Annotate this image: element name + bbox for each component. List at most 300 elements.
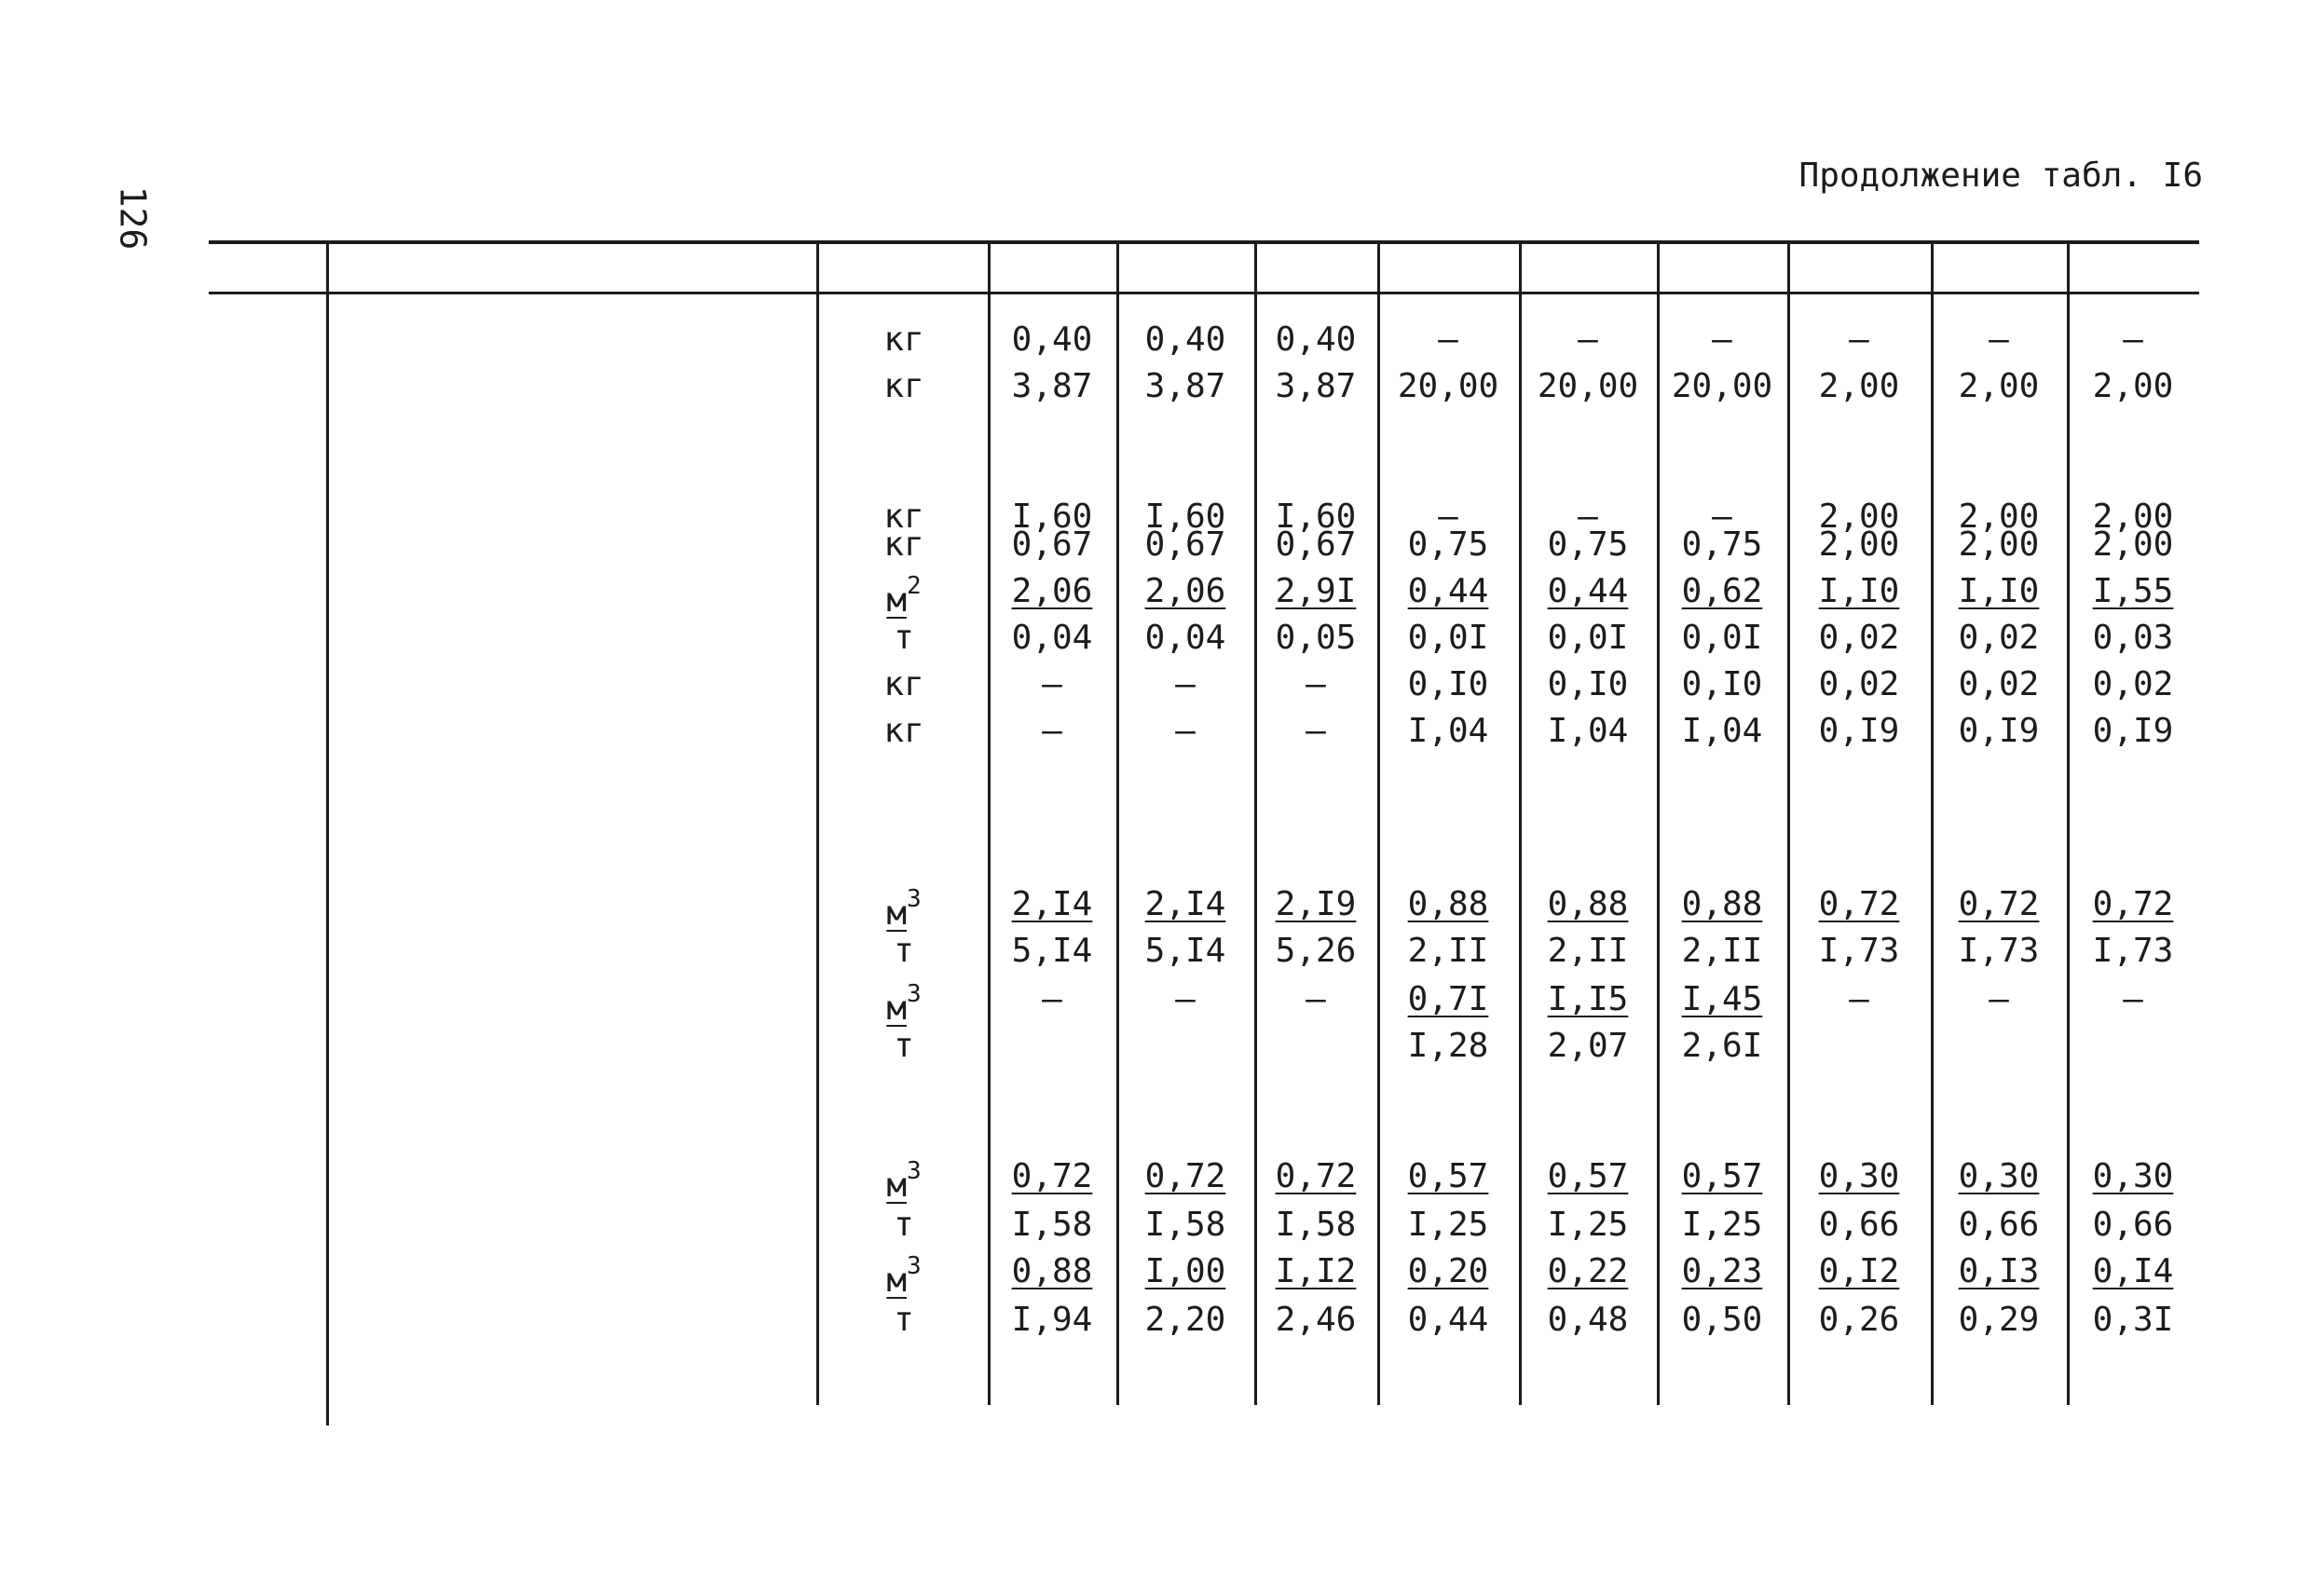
value-text: 0,40 (1011, 321, 1093, 359)
value-text: – (1306, 665, 1326, 703)
value-cell (2067, 1254, 2199, 1289)
value-text: 0,88 (1407, 885, 1489, 923)
value-text: 2,00 (1958, 498, 2040, 536)
value-cell (1254, 667, 1377, 703)
value-text: I,I5 (1547, 980, 1629, 1018)
value-cell (1377, 1254, 1519, 1289)
value-cell (2067, 527, 2199, 563)
value-text: 0,30 (2092, 1157, 2174, 1195)
value-cell (1931, 887, 2067, 922)
value-cell (1787, 1254, 1931, 1289)
value-text: I,73 (1818, 932, 1900, 970)
value-text: 0,I2 (1818, 1252, 1900, 1290)
row-unit (857, 887, 950, 932)
value-text: – (1989, 321, 2009, 359)
value-text: 0,72 (1275, 1157, 1357, 1195)
value-cell (1254, 574, 1377, 609)
value-cell (1254, 982, 1377, 1017)
value-cell (1787, 667, 1931, 703)
unit-text: кг (883, 712, 924, 750)
value-text: 0,75 (1407, 525, 1489, 564)
row-unit (857, 1159, 950, 1204)
value-text: 2,00 (1818, 367, 1900, 405)
value-text: 0,40 (1144, 321, 1226, 359)
column-rule (816, 244, 819, 1405)
value-cell (2067, 982, 2199, 1017)
value-text: 0,40 (1275, 321, 1357, 359)
value-text: 2,00 (1818, 525, 1900, 564)
value-text: I,I0 (1818, 572, 1900, 610)
value-cell (1787, 1303, 1931, 1338)
value-cell (1657, 527, 1787, 563)
value-cell (1931, 369, 2067, 404)
value-text: 0,50 (1681, 1301, 1763, 1339)
page-number: 126 (112, 185, 154, 251)
value-cell (1787, 1207, 1931, 1243)
value-cell (1519, 887, 1657, 922)
value-text: I,00 (1144, 1252, 1226, 1290)
value-text: 0,02 (2092, 665, 2174, 703)
value-cell (1519, 714, 1657, 749)
value-text: 0,88 (1547, 885, 1629, 923)
value-cell (1519, 369, 1657, 404)
value-cell (1931, 667, 2067, 703)
value-cell (988, 1159, 1116, 1194)
value-text: – (1175, 980, 1196, 1018)
value-text: 0,88 (1011, 1252, 1093, 1290)
value-text: 0,66 (1958, 1206, 2040, 1244)
value-text: I,04 (1547, 712, 1629, 750)
value-text: 0,72 (1818, 885, 1900, 923)
value-cell (1377, 714, 1519, 749)
value-text: 0,72 (2092, 885, 2174, 923)
row-unit (857, 982, 950, 1027)
value-cell (1519, 527, 1657, 563)
value-cell (988, 1254, 1116, 1289)
value-text: – (1849, 321, 1869, 359)
value-text: 0,66 (2092, 1206, 2174, 1244)
value-text: I,28 (1407, 1027, 1489, 1065)
value-cell (1377, 1159, 1519, 1194)
value-text: – (1306, 980, 1326, 1018)
value-cell (1254, 322, 1377, 358)
value-cell (1254, 369, 1377, 404)
value-text: – (2123, 980, 2143, 1018)
unit-text: м (886, 581, 908, 620)
value-text: 20,00 (1537, 367, 1639, 405)
value-cell (1657, 1159, 1787, 1194)
value-text: 5,I4 (1144, 932, 1226, 970)
value-cell (1116, 887, 1254, 922)
value-text: 0,72 (1144, 1157, 1226, 1195)
value-text: I,25 (1681, 1206, 1763, 1244)
row-unit (857, 621, 950, 656)
unit-text: м (886, 894, 908, 933)
value-cell (1931, 574, 2067, 609)
value-text: 0,67 (1011, 525, 1093, 564)
row-unit (857, 1207, 950, 1243)
value-text: 0,0I (1407, 619, 1489, 657)
value-cell (1377, 982, 1519, 1017)
value-cell (1787, 887, 1931, 922)
value-text: I,73 (1958, 932, 2040, 970)
value-text: 2,I4 (1011, 885, 1093, 923)
unit-text: т (894, 1206, 914, 1244)
value-text: 0,67 (1275, 525, 1357, 564)
value-text: I,I0 (1958, 572, 2040, 610)
value-text: 0,3I (2092, 1301, 2174, 1339)
value-text: 2,06 (1011, 572, 1093, 610)
value-cell (1377, 369, 1519, 404)
value-text: – (1578, 321, 1598, 359)
value-text: I,60 (1275, 498, 1357, 536)
value-cell (1787, 982, 1931, 1017)
value-text: 0,I9 (1958, 712, 2040, 750)
value-cell (1931, 322, 2067, 358)
value-cell (1116, 982, 1254, 1017)
value-cell (1254, 1254, 1377, 1289)
unit-text: м (886, 1166, 908, 1205)
value-cell (1931, 714, 2067, 749)
value-cell (1931, 1207, 2067, 1243)
value-cell (1931, 621, 2067, 656)
value-cell (988, 982, 1116, 1017)
value-text: 0,48 (1547, 1301, 1629, 1339)
value-text: 0,44 (1547, 572, 1629, 610)
value-cell (1931, 1303, 2067, 1338)
value-text: 0,29 (1958, 1301, 2040, 1339)
value-text: – (1042, 980, 1062, 1018)
value-text: 3,87 (1011, 367, 1093, 405)
value-cell (1657, 887, 1787, 922)
value-cell (988, 322, 1116, 358)
value-text: 0,44 (1407, 572, 1489, 610)
value-cell (1657, 934, 1787, 969)
value-cell (988, 667, 1116, 703)
value-text: – (1175, 712, 1196, 750)
value-text: I,04 (1681, 712, 1763, 750)
value-cell (1116, 1303, 1254, 1338)
value-text: I,25 (1407, 1206, 1489, 1244)
value-text: 2,II (1407, 932, 1489, 970)
value-text: – (1438, 321, 1458, 359)
value-cell (1657, 574, 1787, 609)
value-text: 0,I4 (2092, 1252, 2174, 1290)
value-cell (2067, 1207, 2199, 1243)
value-text: 0,57 (1547, 1157, 1629, 1195)
value-cell (1519, 934, 1657, 969)
value-text: 5,26 (1275, 932, 1357, 970)
value-cell (1519, 1159, 1657, 1194)
unit-text: м (886, 989, 908, 1028)
value-cell (1519, 1029, 1657, 1064)
value-text: 2,06 (1144, 572, 1226, 610)
value-cell (1657, 322, 1787, 358)
value-cell (1116, 1207, 1254, 1243)
value-cell (1657, 369, 1787, 404)
value-cell (1377, 1207, 1519, 1243)
value-text: I,60 (1144, 498, 1226, 536)
value-text: 5,I4 (1011, 932, 1093, 970)
value-text: I,58 (1275, 1206, 1357, 1244)
value-cell (1519, 1303, 1657, 1338)
value-cell (1254, 1303, 1377, 1338)
value-cell (1377, 1029, 1519, 1064)
value-text: 0,22 (1547, 1252, 1629, 1290)
row-unit (857, 1029, 950, 1064)
value-cell (2067, 621, 2199, 656)
value-cell (988, 934, 1116, 969)
value-text: 0,02 (1818, 665, 1900, 703)
row-unit (857, 934, 950, 969)
value-text: – (1175, 665, 1196, 703)
value-cell (2067, 1159, 2199, 1194)
value-text: 2,00 (1958, 367, 2040, 405)
value-cell (1519, 621, 1657, 656)
unit-exponent: 3 (907, 1252, 922, 1280)
value-text: – (1042, 712, 1062, 750)
value-cell (988, 1303, 1116, 1338)
value-cell (2067, 714, 2199, 749)
value-cell (1116, 714, 1254, 749)
value-cell (1787, 934, 1931, 969)
value-text: 0,I3 (1958, 1252, 2040, 1290)
unit-exponent: 3 (907, 885, 922, 913)
unit-text: т (894, 1027, 914, 1065)
unit-exponent: 3 (907, 1157, 922, 1185)
value-cell (1657, 1207, 1787, 1243)
value-text: 0,30 (1818, 1157, 1900, 1195)
value-text: – (2123, 321, 2143, 359)
value-cell (1377, 667, 1519, 703)
value-cell (1931, 1254, 2067, 1289)
value-text: I,04 (1407, 712, 1489, 750)
value-text: 0,23 (1681, 1252, 1763, 1290)
unit-text: т (894, 1301, 914, 1339)
value-cell (988, 369, 1116, 404)
value-text: – (1989, 980, 2009, 1018)
value-cell (1377, 527, 1519, 563)
value-cell (1787, 369, 1931, 404)
value-cell (1116, 621, 1254, 656)
value-cell (1657, 621, 1787, 656)
value-text: 20,00 (1397, 367, 1499, 405)
value-cell (1519, 322, 1657, 358)
value-cell (1116, 574, 1254, 609)
value-text: 2,II (1547, 932, 1629, 970)
table-top-rule (209, 240, 2199, 244)
value-text: 2,00 (1818, 498, 1900, 536)
value-text: I,55 (2092, 572, 2174, 610)
unit-text: т (894, 619, 914, 657)
value-cell (1787, 621, 1931, 656)
value-cell (1787, 527, 1931, 563)
value-cell (1657, 1303, 1787, 1338)
value-cell (988, 1207, 1116, 1243)
value-cell (1254, 527, 1377, 563)
value-cell (1657, 714, 1787, 749)
value-cell (988, 527, 1116, 563)
value-cell (988, 574, 1116, 609)
value-text: 2,00 (1958, 525, 2040, 564)
row-unit (857, 667, 950, 703)
value-text: 0,72 (1958, 885, 2040, 923)
value-text: 0,I0 (1547, 665, 1629, 703)
value-text: I,58 (1144, 1206, 1226, 1244)
value-text: 2,9I (1275, 572, 1357, 610)
value-text: I,60 (1011, 498, 1093, 536)
value-cell (2067, 667, 2199, 703)
value-cell (1377, 887, 1519, 922)
value-text: – (1042, 665, 1062, 703)
value-text: 2,00 (2092, 498, 2174, 536)
value-text: 0,05 (1275, 619, 1357, 657)
value-text: 2,20 (1144, 1301, 1226, 1339)
value-cell (1116, 369, 1254, 404)
value-text: I,45 (1681, 980, 1763, 1018)
value-cell (1116, 527, 1254, 563)
value-text: I,25 (1547, 1206, 1629, 1244)
unit-text: кг (883, 525, 924, 564)
value-text: 0,04 (1144, 619, 1226, 657)
value-cell (1657, 667, 1787, 703)
value-text: 2,6I (1681, 1027, 1763, 1065)
value-text: 0,I0 (1681, 665, 1763, 703)
value-text: 0,02 (1818, 619, 1900, 657)
value-text: 0,57 (1407, 1157, 1489, 1195)
value-text: – (1712, 321, 1732, 359)
value-text: – (1306, 712, 1326, 750)
value-text: 0,20 (1407, 1252, 1489, 1290)
value-cell (1254, 1159, 1377, 1194)
value-cell (1931, 527, 2067, 563)
value-cell (1377, 322, 1519, 358)
value-cell (1931, 982, 2067, 1017)
value-text: 0,02 (1958, 665, 2040, 703)
value-text: I,I2 (1275, 1252, 1357, 1290)
value-text: 0,0I (1681, 619, 1763, 657)
value-text: 0,75 (1547, 525, 1629, 564)
value-cell (2067, 887, 2199, 922)
value-cell (1116, 667, 1254, 703)
value-text: 20,00 (1671, 367, 1773, 405)
table-caption: Продолжение табл. I6 (1798, 157, 2203, 195)
value-cell (988, 887, 1116, 922)
value-text: I,94 (1011, 1301, 1093, 1339)
unit-text: кг (883, 321, 924, 359)
value-text: 0,66 (1818, 1206, 1900, 1244)
value-text: 0,88 (1681, 885, 1763, 923)
value-text: 3,87 (1275, 367, 1357, 405)
value-cell (2067, 1303, 2199, 1338)
value-cell (1377, 1303, 1519, 1338)
value-cell (1931, 1159, 2067, 1194)
value-cell (1787, 322, 1931, 358)
value-text: 0,02 (1958, 619, 2040, 657)
value-cell (1116, 322, 1254, 358)
value-cell (2067, 934, 2199, 969)
value-text: 0,75 (1681, 525, 1763, 564)
value-cell (1519, 667, 1657, 703)
value-text: 2,I9 (1275, 885, 1357, 923)
value-text: 0,04 (1011, 619, 1093, 657)
unit-text: кг (883, 498, 924, 536)
value-cell (1787, 1159, 1931, 1194)
header-bottom-rule (209, 292, 2199, 294)
value-text: 2,46 (1275, 1301, 1357, 1339)
unit-text: м (886, 1262, 908, 1300)
value-cell (1657, 982, 1787, 1017)
unit-text: кг (883, 367, 924, 405)
value-text: 2,I4 (1144, 885, 1226, 923)
unit-text: кг (883, 665, 924, 703)
value-text: 0,57 (1681, 1157, 1763, 1195)
value-text: 2,II (1681, 932, 1763, 970)
column-rule (326, 244, 329, 1425)
value-text: 0,0I (1547, 619, 1629, 657)
value-cell (1116, 934, 1254, 969)
value-text: 0,30 (1958, 1157, 2040, 1195)
value-text: 0,I0 (1407, 665, 1489, 703)
value-cell (1254, 887, 1377, 922)
value-cell (2067, 369, 2199, 404)
value-text: 0,62 (1681, 572, 1763, 610)
value-cell (1657, 1029, 1787, 1064)
value-text: 0,03 (2092, 619, 2174, 657)
value-cell (1519, 574, 1657, 609)
value-cell (1377, 621, 1519, 656)
unit-exponent: 2 (907, 572, 922, 600)
value-cell (1787, 714, 1931, 749)
value-cell (1116, 1254, 1254, 1289)
value-text: 0,72 (1011, 1157, 1093, 1195)
row-unit (857, 527, 950, 563)
row-unit (857, 574, 950, 619)
row-unit (857, 1254, 950, 1299)
value-text: 0,I9 (2092, 712, 2174, 750)
value-cell (1254, 934, 1377, 969)
value-cell (1254, 621, 1377, 656)
value-text: 0,44 (1407, 1301, 1489, 1339)
value-text: 0,7I (1407, 980, 1489, 1018)
value-text: 0,67 (1144, 525, 1226, 564)
value-cell (2067, 322, 2199, 358)
value-cell (1787, 574, 1931, 609)
value-cell (988, 621, 1116, 656)
value-text: – (1578, 498, 1598, 536)
value-text: – (1438, 498, 1458, 536)
value-cell (1519, 1254, 1657, 1289)
row-unit (857, 1303, 950, 1338)
value-cell (1931, 934, 2067, 969)
unit-text: т (894, 932, 914, 970)
value-text: I,73 (2092, 932, 2174, 970)
row-unit (857, 369, 950, 404)
value-text: 2,00 (2092, 367, 2174, 405)
value-cell (1657, 1254, 1787, 1289)
value-text: 2,00 (2092, 525, 2174, 564)
value-cell (1377, 574, 1519, 609)
value-cell (988, 714, 1116, 749)
value-text: I,58 (1011, 1206, 1093, 1244)
value-cell (1116, 1159, 1254, 1194)
value-text: – (1712, 498, 1732, 536)
value-text: 0,I9 (1818, 712, 1900, 750)
value-cell (1519, 982, 1657, 1017)
value-text: 3,87 (1144, 367, 1226, 405)
value-text: 0,26 (1818, 1301, 1900, 1339)
value-cell (1377, 934, 1519, 969)
